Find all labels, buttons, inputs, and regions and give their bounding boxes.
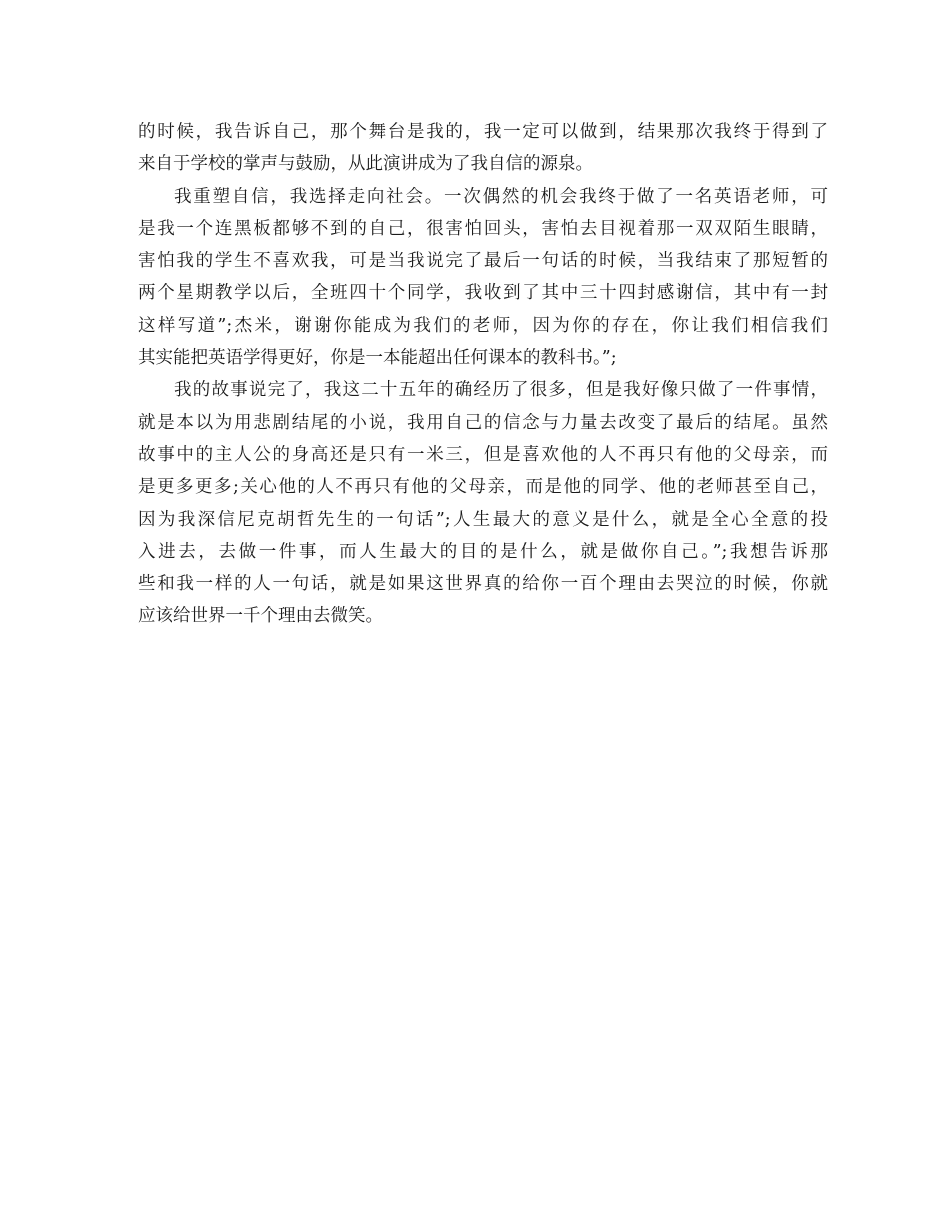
paragraph-3-line-1: 我的故事说完了，我这二十五年的确经历了很多，但是我好像只做了一件事情， (174, 380, 828, 401)
paragraph-2-line-3: 害怕我的学生不喜欢我，可是当我说完了最后一句话的时候，当我结束了那短暂的 (138, 251, 828, 272)
paragraph-2-line-2: 是我一个连黑板都够不到的自己，很害怕回头，害怕去目视着那一双双陌生眼睛， (138, 218, 828, 239)
paragraph-3-line-5: 因为我深信尼克胡哲先生的一句话”;人生最大的意义是什么，就是全心全意的投 (138, 509, 828, 530)
paragraph-2-line-1: 我重塑自信，我选择走向社会。一次偶然的机会我终于做了一名英语老师，可 (174, 186, 828, 207)
paragraph-1-line-1: 的时候，我告诉自己，那个舞台是我的，我一定可以做到，结果那次我终于得到了 (138, 122, 828, 142)
paragraph-2-line-5: 这样写道”;杰米，谢谢你能成为我们的老师，因为你的存在，你让我们相信我们 (138, 315, 828, 336)
paragraph-1-line-2: 来自于学校的掌声与鼓励，从此演讲成为了我自信的源泉。 (138, 154, 593, 175)
document-body (138, 116, 828, 633)
paragraph-3-line-2: 就是本以为用悲剧结尾的小说，我用自己的信念与力量去改变了最后的结尾。虽然 (138, 412, 828, 433)
paragraph-3-line-4: 是更多更多;关心他的人不再只有他的父母亲，而是他的同学、他的老师甚至自己， (138, 477, 828, 498)
paragraph-3-line-6: 入进去，去做一件事，而人生最大的目的是什么，就是做你自己。”;我想告诉那 (138, 541, 828, 562)
paragraph-3-line-8: 应该给世界一千个理由去微笑。 (138, 606, 383, 627)
paragraph-3-line-7: 些和我一样的人一句话，就是如果这世界真的给你一百个理由去哭泣的时候，你就 (138, 574, 828, 595)
paragraph-3-line-3: 故事中的主人公的身高还是只有一米三，但是喜欢他的人不再只有他的父母亲，而 (138, 444, 828, 465)
paragraph-2-line-4: 两个星期教学以后，全班四十个同学，我收到了其中三十四封感谢信，其中有一封 (138, 283, 828, 304)
paragraph-2-line-6: 其实能把英语学得更好，你是一本能超出任何课本的教科书。”; (138, 348, 617, 369)
